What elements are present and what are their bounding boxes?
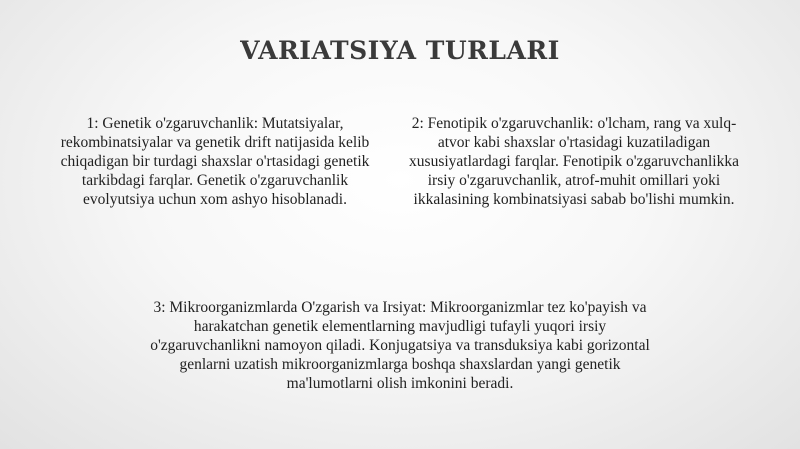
- phenotypic-variation-text: 2: Fenotipik o'zgaruvchanlik: o'lcham, rang va xulq-atvor kabi shaxslar o'rtasidagi kuzatiladigan xususiyatlardagi farqlar. Fenotipik o'zgaruvchanlikka irsiy o'zgaruvchanlik, atrof-muhit omillari yoki ikkalasining kombinatsiyasi sabab bo'lishi mumkin.: [409, 115, 739, 208]
- microorganism-variation-text: 3: Mikroorganizmlarda O'zgarish va Irsiyat: Mikroorganizmlar tez ko'payish va harakatchan genetik elementlarning mavjudligi tufayli yuqori irsiy o'zgaruvchanlikni namoyon qiladi. Konjugatsiya va transduksiya kabi gorizontal genlarni uzatish mikroorganizmlarga boshqa shaxslardan yangi genetik ma'lumotlarni olish imkonini beradi.: [150, 299, 650, 392]
- genetic-variation-text: 1: Genetik o'zgaruvchanlik: Mutatsiyalar, rekombinatsiyalar va genetik drift natijasida kelib chiqadigan bir turdagi shaxslar o'rtasidagi genetik tarkibdagi farqlar. Genetik o'zgaruvchanlik evolyutsiya uchun xom ashyo hisoblanadi.: [60, 115, 370, 208]
- slide-title: VARIATSIYA TURLARI: [240, 36, 560, 65]
